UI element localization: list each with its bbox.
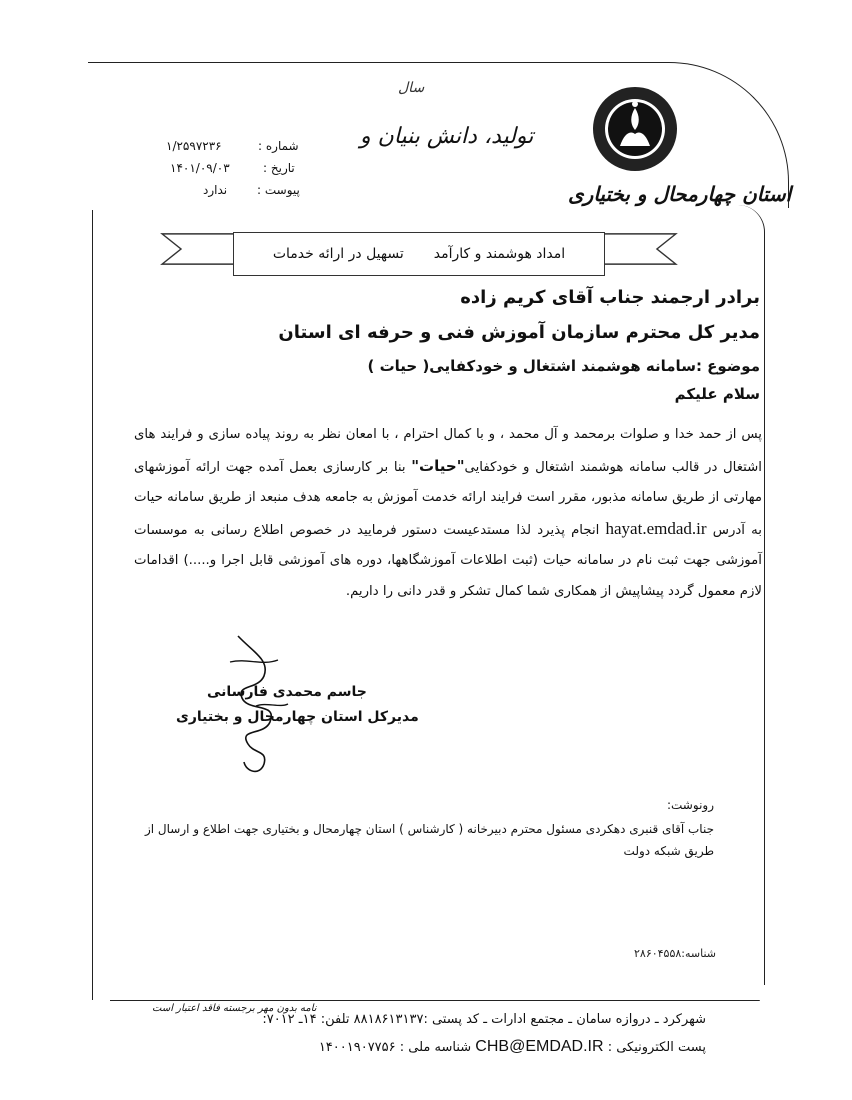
number-value: ۱/۲۵۹۷۲۳۶	[166, 139, 222, 153]
national-id: شناسه ملی : ۱۴۰۰۱۹۰۷۷۵۶	[318, 1040, 472, 1055]
recipient-name: برادر ارجمند جناب آقای کریم زاده	[460, 287, 760, 308]
date-value: ۱۴۰۱/۰۹/۰۳	[170, 161, 230, 175]
body-part-1: پس از حمد خدا و صلوات برمحمد و آل محمد ، و با کمال احترام ، با امعان نظر به روند پیاده سازی و فرایند های اشتغال در قالب سامانه هوشمند اشتغال و خودکفایی	[134, 427, 762, 475]
letter-body	[134, 420, 762, 607]
body-url: hayat.emdad.ir	[605, 518, 707, 538]
ribbon-text-1: امداد هوشمند و کارآمد	[433, 246, 566, 262]
letterhead-left-border	[92, 210, 103, 1000]
handwritten-signature	[208, 632, 298, 782]
attachment-label: پیوست :	[257, 183, 300, 197]
slogan-ribbon	[233, 232, 605, 276]
body-part-2: بنا بر کارسازی بعمل آمده جهت ارائه آموزشهای مهارتی از طریق سامانه مذبور، مقرر است فرایند ارائه خدمت آموزش به جامعه هدف منبعد از طریق سامانه حیات به آدرس	[134, 459, 762, 538]
emblem-logo	[590, 84, 680, 174]
email-label: پست الکترونیکی :	[607, 1040, 706, 1055]
slogan: تولید، دانش بنیان و	[360, 124, 534, 149]
ribbon-tail-right	[598, 232, 680, 266]
slogan-top: سال	[398, 80, 425, 96]
province-name: استان چهارمحال و بختیاری	[568, 182, 792, 206]
footer-line	[110, 1000, 760, 1001]
cc-text: جناب آقای قنبری دهکردی مسئول محترم دبیرخانه ( کارشناس ) استان چهارمحال و بختیاری جهت اطلاع و ارسال از طریق شبکه دولت	[144, 822, 714, 858]
subject-line: موضوع :سامانه هوشمند اشتغال و خودکفایی( حیات )	[367, 357, 760, 375]
recipient-title: مدیر کل محترم سازمان آموزش فنی و حرفه ای استان	[278, 322, 760, 343]
body-hayat: "حیات"	[411, 456, 465, 475]
email-address: CHB@EMDAD.IR	[475, 1038, 604, 1055]
cc-label: رونوشت:	[666, 798, 714, 812]
signatory-title: مدیرکل استان چهارمحال و بختیاری	[176, 709, 419, 725]
document-id: شناسه:۲۸۶۰۴۵۵۸	[634, 947, 716, 960]
footer-note: نامه بدون مهر برجسته فاقد اعتبار است	[152, 1003, 317, 1014]
ribbon-text-2: تسهیل در ارائه خدمات	[272, 246, 404, 262]
number-label: شماره :	[258, 139, 299, 153]
ribbon-tail-left	[158, 232, 238, 266]
date-label: تاریخ :	[263, 161, 295, 175]
salutation: سلام علیکم	[674, 385, 760, 403]
footer-address: شهرکرد ـ دروازه سامان ـ مجتمع ادارات ـ کد پستی :۸۸۱۸۶۱۳۱۳۷ تلفن: ۱۴ـ ۷۰۱۲:	[262, 1012, 706, 1027]
signatory-name: جاسم محمدی فارسانی	[207, 684, 367, 700]
body-part-3: انجام پذیرد لذا مستدعیست دستور فرمایید در خصوص اطلاع رسانی به موسسات آموزشی جهت ثبت نام در سامانه حیات (ثبت اطلاعات آموزشگاهها، دوره های آموزشی قابل اجرا و.....) اقدامات لازم معمول گردد پیشاپیش از همکاری شما کمال تشکر و قدر دانی را داریم.	[134, 522, 762, 599]
footer-contact	[319, 1038, 706, 1056]
emblem-icon	[590, 84, 680, 174]
attachment-value: ندارد	[203, 183, 228, 197]
